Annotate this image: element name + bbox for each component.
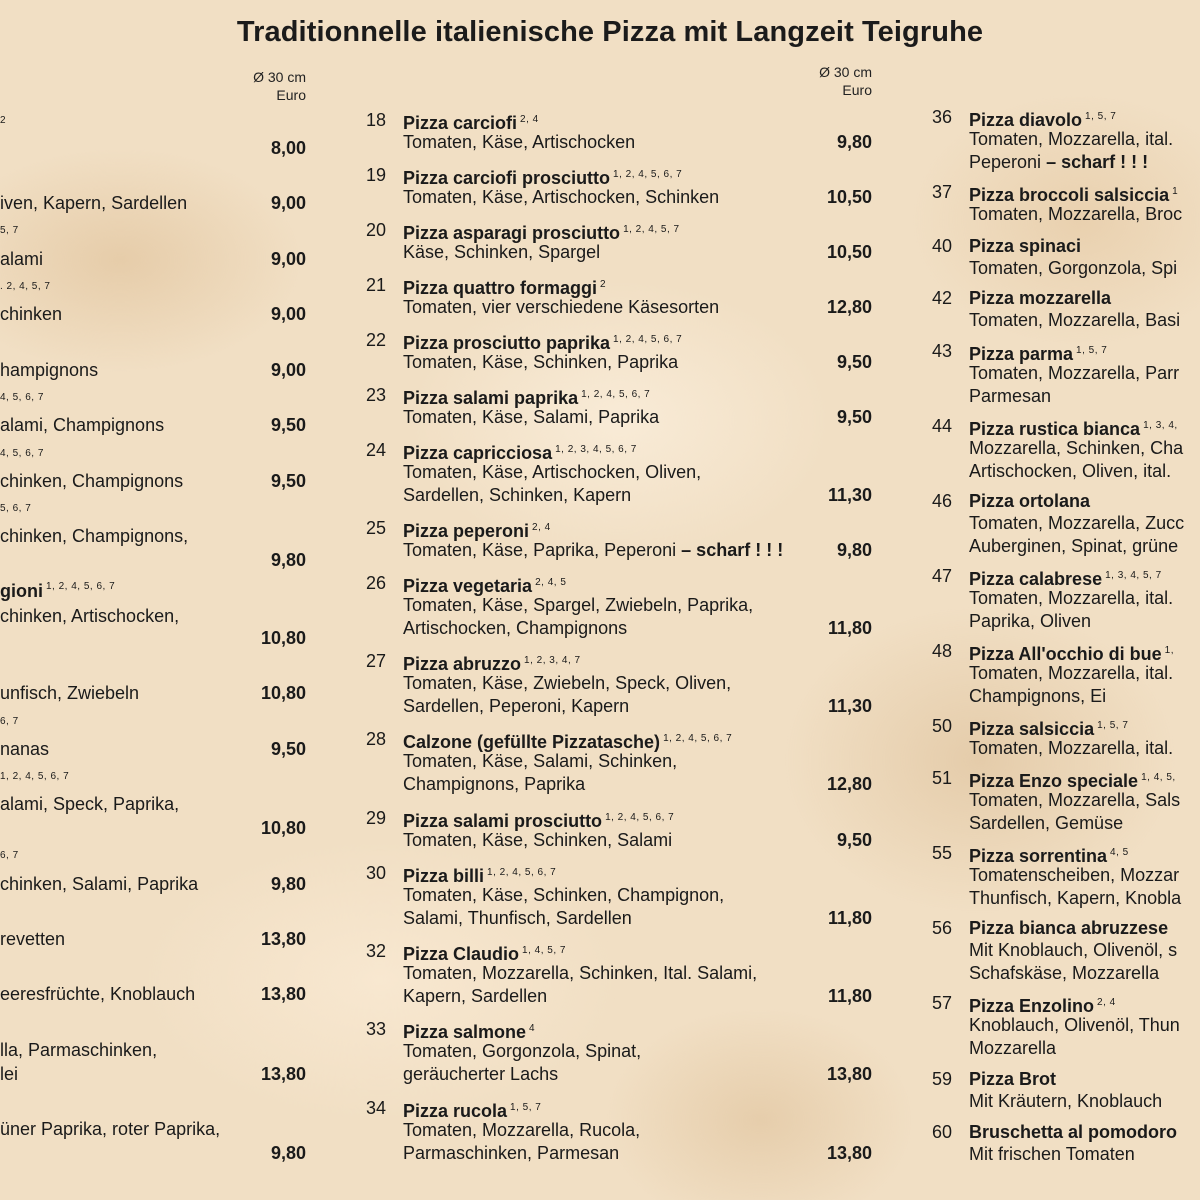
- item-description-fragment: chinken: [0, 304, 63, 324]
- allergen-codes: 1, 4, 5,: [1141, 772, 1176, 783]
- item-description: [403, 131, 635, 154]
- spicy-warning: – scharf ! ! !: [1046, 152, 1149, 172]
- item-price: 10,50: [826, 242, 872, 262]
- item-price: 11,80: [827, 908, 872, 928]
- item-price: 11,80: [827, 618, 872, 638]
- item-number: 28: [365, 729, 386, 749]
- item-name-text: Pizza asparagi prosciutto: [403, 223, 621, 243]
- item-description: [969, 512, 1184, 535]
- item-name-text: Pizza salmone: [403, 1022, 527, 1042]
- description-text: Tomaten, Gorgonzola, Spinat,: [403, 1041, 642, 1061]
- item-description: [403, 1040, 641, 1063]
- item-description: [969, 385, 1051, 408]
- description-text: Tomaten, Käse, Artischocken: [403, 132, 636, 152]
- description-text: Tomaten, Käse, Zwiebeln, Speck, Oliven,: [403, 673, 732, 693]
- item-price: 13,80: [260, 929, 306, 949]
- allergen-codes: 4: [529, 1023, 536, 1034]
- item-name-text: Pizza salsiccia: [969, 719, 1095, 739]
- description-text: Tomaten, Käse, Paprika, Peperoni: [403, 540, 677, 560]
- item-price: 10,80: [260, 628, 306, 648]
- item-price: 8,00: [270, 138, 306, 158]
- item-description: [403, 241, 600, 264]
- item-price: 9,80: [836, 132, 872, 152]
- item-description-fragment: alami: [0, 249, 44, 269]
- allergen-codes: 4, 5, 6, 7: [0, 392, 44, 403]
- item-price: 10,80: [260, 818, 306, 838]
- item-price: 13,80: [826, 1143, 872, 1163]
- item-description: [969, 685, 1106, 708]
- description-text: Knoblauch, Olivenöl, Thun: [969, 1015, 1180, 1035]
- item-number: 48: [931, 641, 952, 661]
- item-description: [969, 362, 1179, 385]
- item-name: [969, 1067, 1056, 1091]
- item-name-text: Pizza ortolana: [969, 491, 1091, 511]
- description-text: Tomaten, Käse, Schinken, Paprika: [403, 352, 679, 372]
- item-description: [403, 750, 677, 773]
- description-text: Käse, Schinken, Spargel: [403, 242, 601, 262]
- item-number: 60: [931, 1122, 952, 1142]
- description-text: Parmesan: [969, 386, 1052, 406]
- allergen-codes: 1, 2, 4, 5, 6, 7: [613, 169, 683, 180]
- allergen-codes: 1, 5, 7: [1085, 111, 1117, 122]
- allergen-codes: 1, 5, 7: [510, 1102, 542, 1113]
- item-description: [969, 939, 1177, 962]
- size-label: Ø 30 cm: [819, 64, 872, 80]
- allergen-codes: 2, 4, 5: [535, 577, 567, 588]
- item-name-text: Pizza parma: [969, 344, 1074, 364]
- item-name-text: Bruschetta al pomodoro: [969, 1122, 1178, 1142]
- item-description: [969, 587, 1173, 610]
- item-description-fragment: alami, Champignons: [0, 415, 165, 435]
- item-number: 50: [931, 716, 952, 736]
- description-text: Tomaten, Mozzarella, Parr: [969, 363, 1180, 383]
- spicy-warning: – scharf ! ! !: [681, 540, 784, 560]
- item-name-text: Pizza Brot: [969, 1069, 1057, 1089]
- description-text: Artischocken, Oliven, ital.: [969, 461, 1172, 481]
- item-description: [969, 662, 1173, 685]
- description-text: Tomaten, Mozzarella, Schinken, Ital. Salami,: [403, 963, 758, 983]
- menu-title: Traditionnelle italienische Pizza mit Langzeit Teigruhe: [236, 16, 984, 48]
- item-description-fragment: lei: [0, 1064, 19, 1084]
- item-description: [403, 829, 672, 852]
- allergen-codes: 5, 6, 7: [0, 503, 32, 514]
- description-text: Champignons, Ei: [969, 686, 1107, 706]
- item-description: [403, 539, 783, 562]
- item-description: [969, 610, 1091, 633]
- item-number: 55: [931, 843, 952, 863]
- item-name-text: Pizza quattro formaggi: [403, 278, 598, 298]
- item-description-fragment: iven, Kapern, Sardellen: [0, 193, 188, 213]
- description-text: Mozzarella: [969, 1038, 1057, 1058]
- description-text: Mit Kräutern, Knoblauch: [969, 1091, 1163, 1111]
- allergen-codes: 5, 7: [0, 225, 19, 236]
- item-name: [969, 234, 1081, 258]
- item-price: 9,50: [270, 739, 306, 759]
- item-name-text: Pizza bianca abruzzese: [969, 918, 1169, 938]
- item-description-fragment: chinken, Champignons,: [0, 526, 189, 546]
- item-description: [969, 309, 1180, 332]
- allergen-codes: 2: [600, 279, 607, 290]
- description-text: Tomaten, Mozzarella, Zucc: [969, 513, 1185, 533]
- item-description: [403, 1142, 619, 1165]
- item-number: 43: [931, 341, 952, 361]
- item-name-text: Pizza diavolo: [969, 110, 1083, 130]
- description-text: Tomaten, Mozzarella, Broc: [969, 204, 1183, 224]
- allergen-codes: 2, 4: [1097, 997, 1116, 1008]
- item-price: 9,00: [270, 304, 306, 324]
- item-name-text: Pizza rustica bianca: [969, 419, 1141, 439]
- item-description: [403, 907, 632, 930]
- item-price: 9,00: [270, 193, 306, 213]
- allergen-codes: 1, 2, 3, 4, 5, 6, 7: [555, 444, 637, 455]
- allergen-codes: 1, 2, 4, 5, 6, 7: [663, 733, 733, 744]
- allergen-codes: 1, 2, 4, 5, 6, 7: [605, 812, 675, 823]
- item-description-fragment: üner Paprika, roter Paprika,: [0, 1119, 221, 1139]
- item-price: 11,30: [827, 485, 872, 505]
- item-description: [403, 695, 629, 718]
- item-description: [969, 535, 1178, 558]
- item-number: 34: [365, 1098, 386, 1118]
- item-description: [969, 737, 1173, 760]
- description-text: geräucherter Lachs: [403, 1064, 559, 1084]
- description-text: Tomaten, Käse, Schinken, Salami: [403, 830, 673, 850]
- item-name-text: Pizza Enzolino: [969, 996, 1095, 1016]
- item-description: [969, 1037, 1056, 1060]
- allergen-codes: . 2, 4, 5, 7: [0, 281, 51, 292]
- item-name-text: Pizza peperoni: [403, 521, 530, 541]
- item-price: 9,80: [270, 1143, 306, 1163]
- allergen-codes: 2, 4: [520, 114, 539, 125]
- item-number: 19: [365, 165, 386, 185]
- description-text: Tomaten, Käse, Schinken, Champignon,: [403, 885, 725, 905]
- item-number: 44: [931, 416, 952, 436]
- item-number: 25: [365, 518, 386, 538]
- description-text: Tomaten, Mozzarella, Basi: [969, 310, 1181, 330]
- size-label: Ø 30 cm: [253, 69, 306, 85]
- item-description: [403, 186, 719, 209]
- item-price: 10,50: [826, 187, 872, 207]
- allergen-codes: 1, 4, 5, 7: [522, 945, 566, 956]
- item-description: [969, 460, 1171, 483]
- item-number: 57: [931, 993, 952, 1013]
- item-number: 59: [931, 1069, 952, 1089]
- item-price: 9,80: [270, 874, 306, 894]
- item-name: [969, 286, 1111, 310]
- description-text: Thunfisch, Kapern, Knobla: [969, 888, 1182, 908]
- item-description-fragment: chinken, Champignons: [0, 471, 184, 491]
- item-number: 46: [931, 491, 952, 511]
- item-price: 13,80: [260, 984, 306, 1004]
- description-text: Sardellen, Peperoni, Kapern: [403, 696, 630, 716]
- item-number: 36: [931, 107, 952, 127]
- allergen-codes: 1, 2, 4, 5, 6, 7: [487, 867, 557, 878]
- description-text: Tomaten, Mozzarella, Sals: [969, 790, 1181, 810]
- item-description: [969, 151, 1148, 174]
- description-text: Tomaten, Mozzarella, ital.: [969, 738, 1174, 758]
- item-description-fragment: chinken, Artischocken,: [0, 606, 180, 626]
- description-text: Salami, Thunfisch, Sardellen: [403, 908, 632, 928]
- item-name: [969, 489, 1090, 513]
- left-column-header: [226, 68, 306, 104]
- description-text: Tomaten, Mozzarella, ital.: [969, 663, 1174, 683]
- item-name-text: Pizza vegetaria: [403, 576, 533, 596]
- item-price: 13,80: [826, 1064, 872, 1084]
- item-name-text: Pizza capricciosa: [403, 443, 553, 463]
- item-name-text: Pizza Enzo speciale: [969, 771, 1139, 791]
- item-price: 12,80: [826, 774, 872, 794]
- item-number: 26: [365, 573, 386, 593]
- item-name-text: Pizza carciofi prosciutto: [403, 168, 611, 188]
- description-text: Mit frischen Tomaten: [969, 1144, 1135, 1164]
- allergen-codes: 6, 7: [0, 850, 19, 861]
- description-text: Tomatenscheiben, Mozzar: [969, 865, 1180, 885]
- item-name-text: Pizza salami paprika: [403, 388, 579, 408]
- item-name-text: Pizza carciofi: [403, 113, 518, 133]
- allergen-codes: 1, 5, 7: [1076, 345, 1108, 356]
- item-description: [969, 437, 1183, 460]
- item-price: 13,80: [260, 1064, 306, 1084]
- item-description: [403, 985, 547, 1008]
- item-price: 11,80: [827, 986, 872, 1006]
- item-number: 56: [931, 918, 952, 938]
- item-number: 37: [931, 182, 952, 202]
- item-number: 18: [365, 110, 386, 130]
- item-description: [969, 812, 1123, 835]
- item-description: [403, 1063, 558, 1086]
- item-description: [403, 1119, 640, 1142]
- item-name-text: Pizza All'occhio di bue: [969, 644, 1162, 664]
- item-number: 27: [365, 651, 386, 671]
- description-text: Tomaten, Käse, Artischocken, Schinken: [403, 187, 720, 207]
- item-number: 51: [931, 768, 952, 788]
- allergen-codes: 1,: [1164, 645, 1174, 656]
- item-description: [969, 789, 1180, 812]
- allergen-codes: 1, 2, 4, 5, 7: [623, 224, 680, 235]
- item-description: [403, 406, 659, 429]
- item-description-fragment: hampignons: [0, 360, 99, 380]
- item-description: [403, 884, 724, 907]
- item-number: 33: [365, 1019, 386, 1039]
- item-price: 9,80: [836, 540, 872, 560]
- middle-column-header: [792, 63, 872, 99]
- item-description: [403, 672, 731, 695]
- description-text: Tomaten, Käse, Spargel, Zwiebeln, Paprika,: [403, 595, 754, 615]
- item-name-text: Pizza spinaci: [969, 236, 1082, 256]
- item-price: 9,50: [270, 415, 306, 435]
- item-number: 24: [365, 440, 386, 460]
- item-number: 32: [365, 941, 386, 961]
- item-number: 40: [931, 236, 952, 256]
- item-price: 9,50: [836, 407, 872, 427]
- item-price: 12,80: [826, 297, 872, 317]
- item-name-text: Pizza calabrese: [969, 569, 1103, 589]
- description-text: Kapern, Sardellen: [403, 986, 548, 1006]
- description-text: Tomaten, Mozzarella, ital.: [969, 129, 1174, 149]
- item-description: [403, 594, 753, 617]
- item-description: [969, 864, 1179, 887]
- item-description: [403, 351, 678, 374]
- item-name-text: Pizza salami prosciutto: [403, 811, 603, 831]
- item-name-text: Pizza Claudio: [403, 944, 520, 964]
- item-number: 23: [365, 385, 386, 405]
- item-description-fragment: unfisch, Zwiebeln: [0, 683, 140, 703]
- item-name: [969, 1120, 1177, 1144]
- description-text: Sardellen, Gemüse: [969, 813, 1124, 833]
- item-name-text: Pizza broccoli salsiccia: [969, 185, 1170, 205]
- description-text: Peperoni: [969, 152, 1042, 172]
- allergen-codes: 2: [0, 115, 7, 126]
- description-text: Tomaten, Käse, Salami, Paprika: [403, 407, 660, 427]
- description-text: Tomaten, Käse, Artischocken, Oliven,: [403, 462, 702, 482]
- allergen-codes: 4, 5, 6, 7: [0, 448, 44, 459]
- item-description: [403, 296, 719, 319]
- item-description-fragment: lla, Parmaschinken,: [0, 1040, 158, 1060]
- item-description-fragment: revetten: [0, 929, 66, 949]
- item-name-text: Pizza rucola: [403, 1101, 508, 1121]
- item-description: [969, 1090, 1162, 1113]
- description-text: Tomaten, vier verschiedene Käsesorten: [403, 297, 720, 317]
- item-number: 47: [931, 566, 952, 586]
- allergen-codes: 6, 7: [0, 716, 19, 727]
- item-price: 9,50: [270, 471, 306, 491]
- item-name-text: Calzone (gefüllte Pizzatasche): [403, 732, 661, 752]
- item-description-fragment: chinken, Salami, Paprika: [0, 874, 199, 894]
- item-description: [403, 773, 585, 796]
- allergen-codes: 1, 2, 4, 5, 6, 7: [613, 334, 683, 345]
- description-text: Champignons, Paprika: [403, 774, 586, 794]
- item-price: 9,50: [836, 830, 872, 850]
- description-text: Auberginen, Spinat, grüne: [969, 536, 1179, 556]
- item-price: 10,80: [260, 683, 306, 703]
- item-number: 42: [931, 288, 952, 308]
- allergen-codes: 1, 3, 4, 5, 7: [1105, 570, 1162, 581]
- description-text: Artischocken, Champignons: [403, 618, 628, 638]
- allergen-codes: 1, 3, 4,: [1143, 420, 1178, 431]
- allergen-codes: 1, 2, 3, 4, 7: [524, 655, 581, 666]
- allergen-codes: 1, 5, 7: [1097, 720, 1129, 731]
- item-number: 30: [365, 863, 386, 883]
- description-text: Tomaten, Käse, Salami, Schinken,: [403, 751, 678, 771]
- description-text: Sardellen, Schinken, Kapern: [403, 485, 632, 505]
- item-name-text: Pizza prosciutto paprika: [403, 333, 611, 353]
- item-description: [969, 887, 1181, 910]
- description-text: Mit Knoblauch, Olivenöl, s: [969, 940, 1178, 960]
- description-text: Paprika, Oliven: [969, 611, 1092, 631]
- description-text: Mozzarella, Schinken, Cha: [969, 438, 1184, 458]
- item-name-text: Pizza billi: [403, 866, 485, 886]
- currency-label: Euro: [276, 87, 306, 103]
- item-number: 29: [365, 808, 386, 828]
- item-name-text: Pizza sorrentina: [969, 846, 1108, 866]
- item-description: [969, 962, 1159, 985]
- allergen-codes: 1, 2, 4, 5, 6, 7: [46, 581, 116, 592]
- item-price: 9,50: [836, 352, 872, 372]
- item-number: 21: [365, 275, 386, 295]
- item-name-text: Pizza abruzzo: [403, 654, 522, 674]
- allergen-codes: 2, 4: [532, 522, 551, 533]
- currency-label: Euro: [842, 82, 872, 98]
- description-text: Parmaschinken, Parmesan: [403, 1143, 620, 1163]
- item-description: [969, 1143, 1135, 1166]
- item-price: 9,00: [270, 360, 306, 380]
- item-description: [969, 128, 1173, 151]
- item-number: 22: [365, 330, 386, 350]
- item-description: [403, 461, 701, 484]
- item-number: 20: [365, 220, 386, 240]
- item-description: [403, 962, 757, 985]
- item-description: [403, 484, 631, 507]
- description-text: Tomaten, Gorgonzola, Spi: [969, 258, 1178, 278]
- item-name-text: Pizza mozzarella: [969, 288, 1112, 308]
- item-price: 9,80: [270, 550, 306, 570]
- item-description: [969, 257, 1177, 280]
- item-description: [969, 203, 1182, 226]
- item-description-fragment: nanas: [0, 739, 50, 759]
- description-text: Tomaten, Mozzarella, Rucola,: [403, 1120, 641, 1140]
- item-description: [969, 1014, 1180, 1037]
- description-text: Tomaten, Mozzarella, ital.: [969, 588, 1174, 608]
- item-description: [403, 617, 627, 640]
- item-description-fragment: alami, Speck, Paprika,: [0, 794, 180, 814]
- item-price: 11,30: [827, 696, 872, 716]
- allergen-codes: 1: [1172, 186, 1179, 197]
- item-price: 9,00: [270, 249, 306, 269]
- allergen-codes: 1, 2, 4, 5, 6, 7: [581, 389, 651, 400]
- description-text: Schafskäse, Mozzarella: [969, 963, 1160, 983]
- item-name-fragment: gioni: [0, 581, 43, 601]
- item-name: [969, 916, 1168, 940]
- allergen-codes: 4, 5: [1110, 847, 1129, 858]
- allergen-codes: 1, 2, 4, 5, 6, 7: [0, 771, 70, 782]
- item-description-fragment: eeresfrüchte, Knoblauch: [0, 984, 196, 1004]
